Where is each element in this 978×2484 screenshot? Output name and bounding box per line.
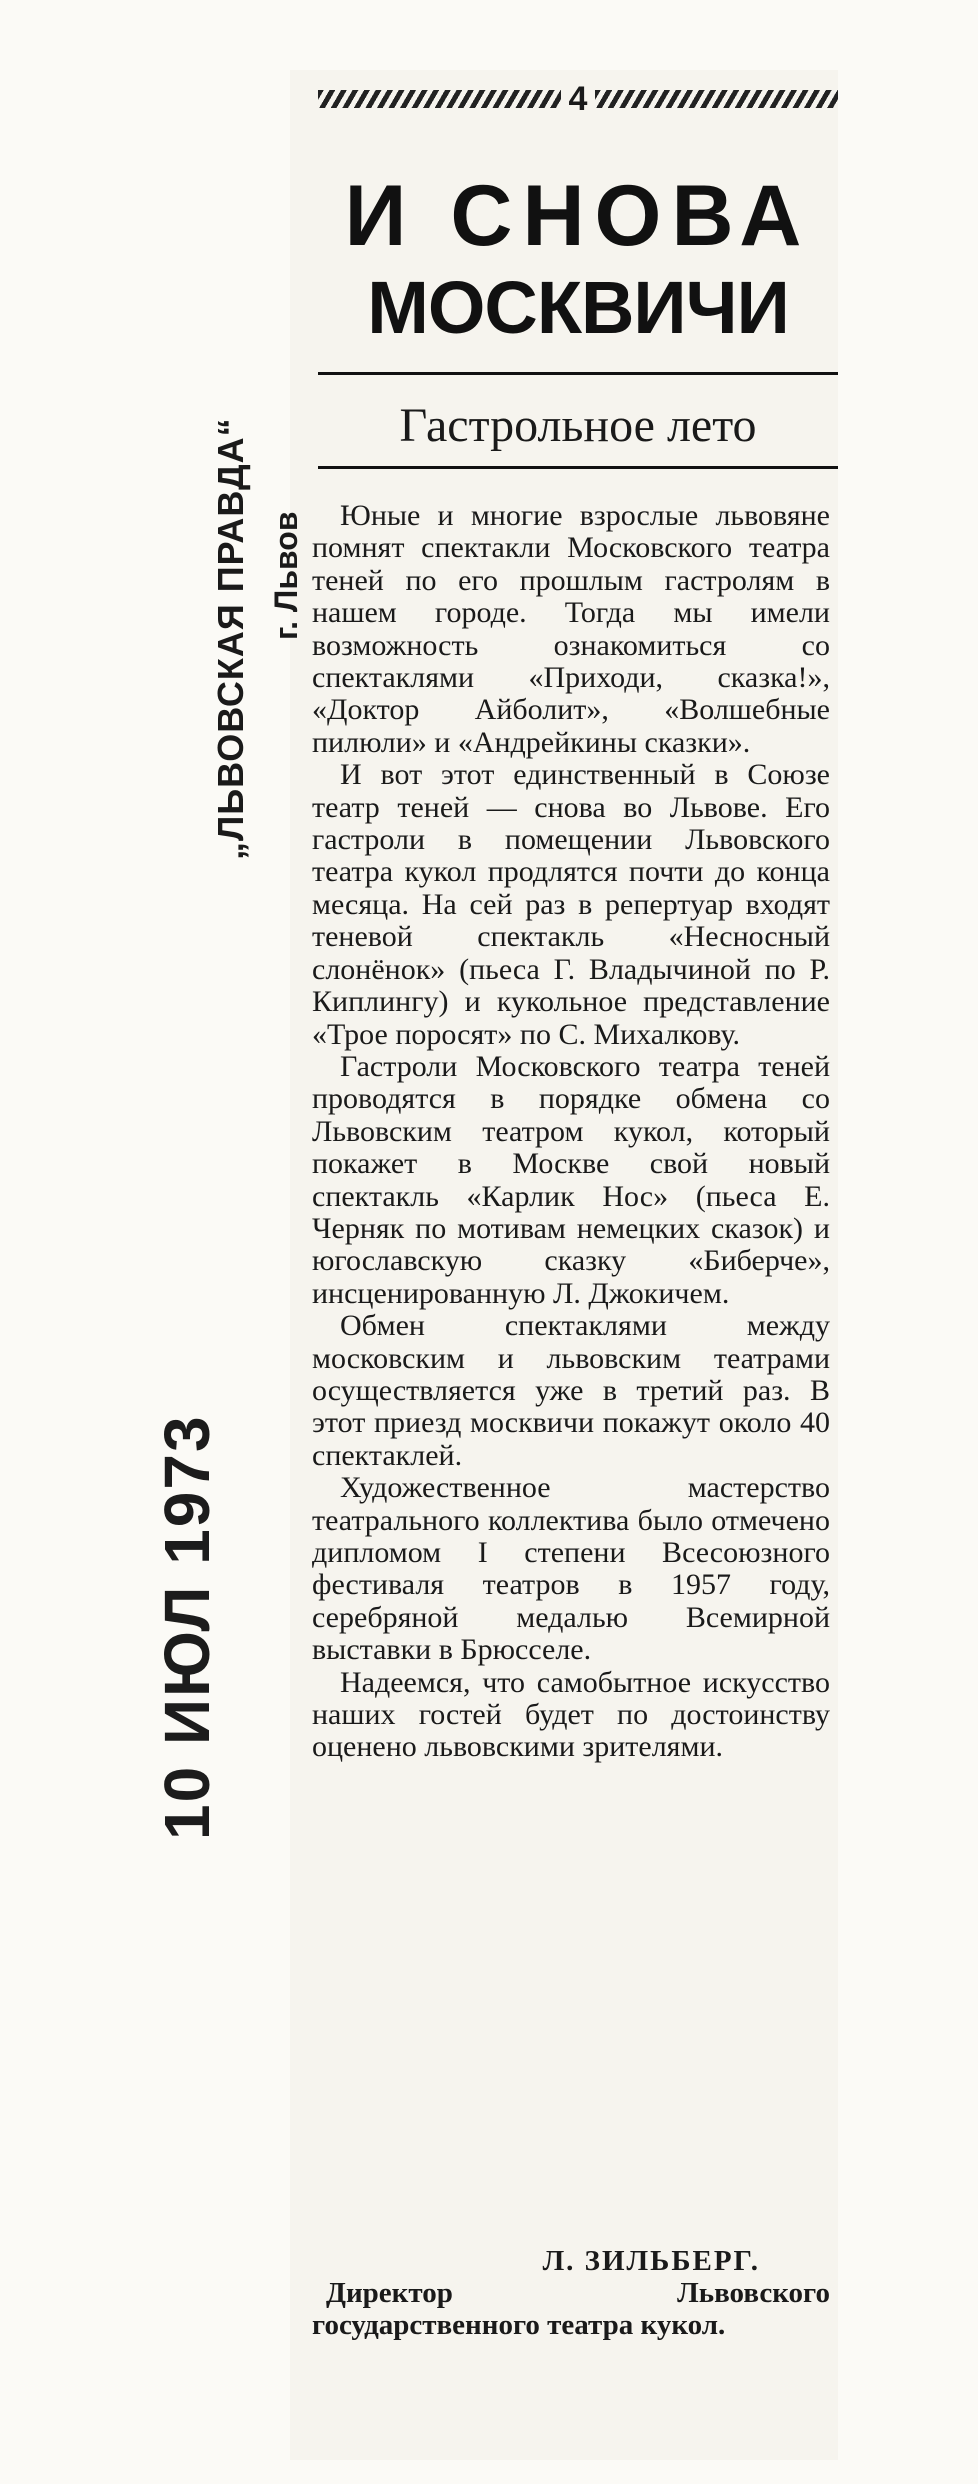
headline-line-1: И СНОВА: [344, 168, 812, 264]
author-name: Л. ЗИЛЬБЕРГ.: [542, 2245, 760, 2277]
article-paragraph: И вот этот единственный в Союзе театр теней — снова во Львове. Его гастроли в помещении Львовского театра кукол продлятся почти до конца месяца. На сей раз в репертуар входят теневой спектакль «Несносный слонёнок» (пьеса Г. Владычиной по Р. Киплингу) и кукольное представление «Трое поросят» по С. Михалкову.: [312, 758, 830, 1051]
hatch-ornament-left: [318, 90, 561, 108]
article-paragraph: Надеемся, что самобытное искусство наших гостей будет по достоинству оценено львовскими зрителями.: [312, 1665, 830, 1764]
rubric: Гастрольное лето: [399, 399, 757, 452]
source-note: „ЛЬВОВСКАЯ ПРАВДА“: [210, 417, 251, 860]
rubric-rule-top: [318, 372, 838, 375]
headline-line-2: МОСКВИЧИ: [367, 266, 789, 349]
article-body: [312, 500, 830, 1764]
headline: [318, 170, 838, 354]
page-number-bar: [318, 82, 838, 116]
article-paragraph: Гастроли Московского театра теней проводятся в порядке обмена со Львовским театром кукол, который покажет в Москве свой новый спектакль «Карлик Нос» (пьеса Е. Черняк по мотивам немецких сказок) и югославскую сказку «Биберче», инсценированную Л. Джокичем.: [312, 1049, 830, 1310]
article-paragraph: Художественное мастерство театрального коллектива было отмечено дипломом I степени Всесоюзного фестиваля театров в 1957 году, серебряной медалью Всемирной выставки в Брюсселе.: [312, 1471, 830, 1667]
page-number: 4: [568, 80, 588, 118]
date-stamp: 10 ИЮЛ 1973: [151, 1414, 223, 1840]
author-title: Директор Львовского государственного театра кукол.: [312, 2277, 830, 2341]
article-paragraph: Юные и многие взрослые львовяне помнят спектакли Московского театра теней по его прошлым гастролям в нашем городе. Тогда мы имели возможность ознакомиться со спектаклями «Приходи, сказка!», «Доктор Айболит», «Волшебные пилюли» и «Андрейкины сказки».: [312, 499, 830, 759]
article-paragraph: Обмен спектаклями между московским и львовским театрами осуществляется уже в третий раз. В этот приезд москвичи покажут около 40 спектаклей.: [312, 1309, 830, 1472]
city-note: г. Львов: [268, 511, 304, 640]
hatch-ornament-right: [595, 90, 838, 108]
author-signature: [312, 2245, 830, 2341]
rubric-rule-bottom: [318, 466, 838, 469]
